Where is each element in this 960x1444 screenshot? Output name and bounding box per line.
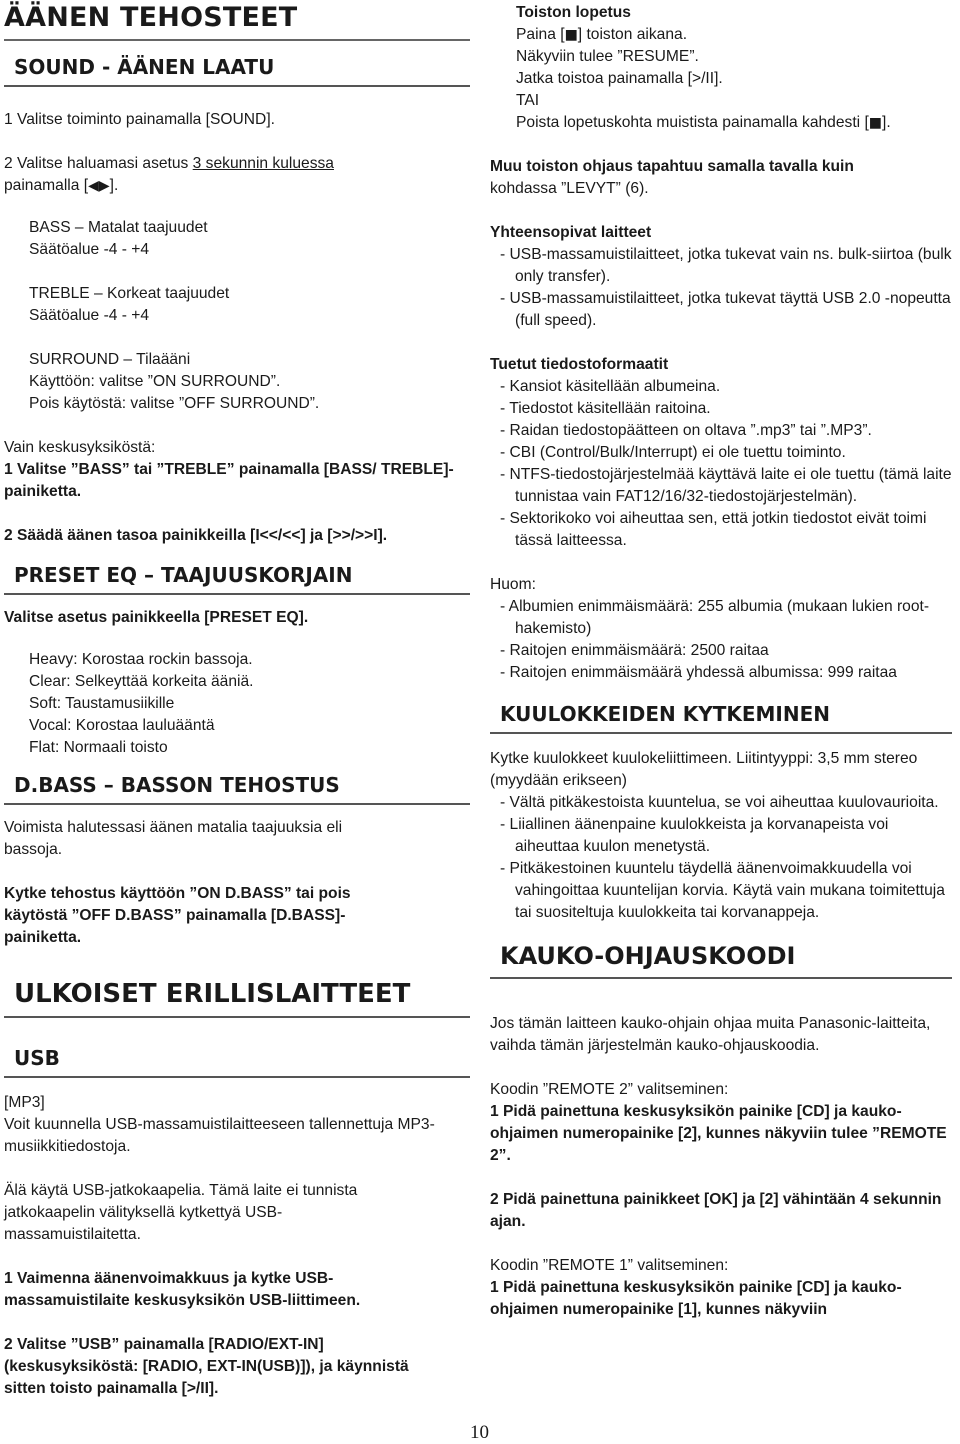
- stop-line-4: TAI: [516, 92, 540, 109]
- preset-intro: Valitse asetus painikkeella [PRESET EQ].: [4, 609, 309, 626]
- left-column: [4, 0, 470, 1400]
- compat-item: - USB-massamuistilaitteet, jotka tukevat täyttä USB 2.0 -nopeutta (full speed).: [500, 290, 951, 329]
- unit-only-label: Vain keskusyksiköstä:: [4, 439, 156, 456]
- unit-step-1: 1 Valitse ”BASS” tai ”TREBLE” painamalla [BASS/ TREBLE]-painiketta.: [4, 461, 454, 500]
- remote2-label: Koodin ”REMOTE 2” valitseminen:: [490, 1080, 729, 1098]
- preset-item: Vocal: Korostaa lauluääntä: [29, 717, 215, 734]
- remote2-step-1: 1 Pidä painettuna keskusyksikön painike [CD] ja kauko-ohjaimen numeropainike [2], kunnes näkyviin tulee ”REMOTE 2”.: [490, 1102, 947, 1164]
- surround-block: [4, 349, 470, 415]
- headphones-intro: Kytke kuulokkeet kuulokeliittimeen. Liitintyyppi: 3,5 mm stereo (myydään erikseen): [490, 750, 918, 789]
- other-controls-bold: Muu toiston ohjaus tapahtuu samalla tavalla kuin: [490, 158, 854, 175]
- heading-usb: [4, 1046, 470, 1078]
- headphones-item: - Liiallinen äänenpaine kuulokkeista ja korvanapeista voi aiheuttaa kuulon menetystä.: [500, 816, 889, 855]
- preset-item: Heavy: Korostaa rockin bassoja.: [29, 651, 253, 668]
- note-item: - Raitojen enimmäismäärä yhdessä albumissa: 999 raitaa: [500, 664, 897, 681]
- bass-block: [4, 217, 470, 261]
- heading-remote-code-text: KAUKO-OHJAUSKOODI: [500, 942, 796, 970]
- dbass-text: Voimista halutessasi äänen matalia taajuuksia eli bassoja.: [4, 819, 343, 858]
- usb-text-2: Älä käytä USB-jatkokaapelia. Tämä laite ei tunnista jatkokaapelin välityksellä kytkettyä USB-massamuistilaitetta.: [4, 1182, 358, 1244]
- heading-sound-text: SOUND - ÄÄNEN LAATU: [14, 55, 275, 79]
- bass-line-2: Säätöalue -4 - +4: [29, 241, 150, 258]
- format-item: - NTFS-tiedostojärjestelmää käyttävä laite ei ole tuettu (tämä laite tunnistaa vain FAT12/16/32-tiedostojärjestelmän).: [500, 466, 952, 505]
- heading-external-devices: [4, 979, 470, 1018]
- usb-step-1: 1 Vaimenna äänenvoimakkuus ja kytke USB-massamuistilaite keskusyksikön USB-liittimeen.: [4, 1270, 361, 1310]
- treble-line-1: TREBLE – Korkeat taajuudet: [29, 285, 230, 302]
- remote-intro: Jos tämän laitteen kauko-ohjain ohjaa muita Panasonic-laitteita, vaihda tämän järjestelmän kauko-ohjauskoodia.: [490, 1014, 931, 1054]
- compat-item: - USB-massamuistilaitteet, jotka tukevat vain ns. bulk-siirtoa (bulk only transfer).: [500, 246, 952, 285]
- heading-headphones-text: KUULOKKEIDEN KYTKEMINEN: [500, 702, 830, 726]
- stop-line-5: Poista lopetuskohta muistista painamalla kahdesti [■].: [516, 114, 891, 131]
- format-item: - Kansiot käsitellään albumeina.: [500, 378, 721, 395]
- treble-block: [4, 283, 470, 327]
- note-item: - Raitojen enimmäismäärä: 2500 raitaa: [500, 642, 769, 659]
- sound-step-2: 2 Valitse haluamasi asetus 3 sekunnin kuluessa painamalla [◀▶].: [4, 155, 334, 194]
- page-number: 10: [470, 1422, 489, 1443]
- other-controls-text: kohdassa ”LEVYT” (6).: [490, 180, 649, 197]
- stop-icon: ■: [868, 115, 883, 131]
- preset-item: Flat: Normaali toisto: [29, 739, 168, 756]
- surround-line-3: Pois käytöstä: valitse ”OFF SURROUND”.: [29, 395, 320, 412]
- right-column: [490, 2, 952, 1321]
- remote2-step-2: 2 Pidä painettuna painikkeet [OK] ja [2] vähintään 4 sekunnin ajan.: [490, 1190, 942, 1230]
- compat-heading: Yhteensopivat laitteet: [490, 224, 652, 241]
- format-item: - Tiedostot käsitellään raitoina.: [500, 400, 711, 417]
- stop-icon: ■: [564, 27, 578, 43]
- note-item: - Albumien enimmäismäärä: 255 albumia (mukaan lukien root-hakemisto): [500, 598, 930, 637]
- heading-usb-text: USB: [14, 1046, 60, 1071]
- heading-dbass-text: D.BASS – BASSON TEHOSTUS: [14, 773, 340, 797]
- format-item: - CBI (Control/Bulk/Interrupt) ei ole tuettu toiminto.: [500, 444, 846, 461]
- remote1-label: Koodin ”REMOTE 1” valitseminen:: [490, 1256, 729, 1274]
- dbass-instruction: Kytke tehostus käyttöön ”ON D.BASS” tai pois käytöstä ”OFF D.BASS” painamalla [D.BASS]-painiketta.: [4, 885, 351, 946]
- remote1-step-1: 1 Pidä painettuna keskusyksikön painike [CD] ja kauko-ohjaimen numeropainike [1], kunnes näkyviin: [490, 1278, 902, 1318]
- format-item: - Sektorikoko voi aiheuttaa sen, että jotkin tiedostot eivät toimi tässä laitteessa.: [500, 510, 927, 549]
- headphones-item: - Pitkäkestoinen kuuntelu täydellä äänenvoimakkuudella voi vahingoittaa kuuntelijan korvia. Käytä vain mukana toimitettuja tai suositeltuja kuulokkeita tai korvanappeja.: [500, 860, 945, 921]
- heading-external-devices-text: ULKOISET ERILLISLAITTEET: [14, 979, 411, 1009]
- format-item: - Raidan tiedostopäätteen on oltava ”.mp3” tai ”.MP3”.: [500, 422, 872, 439]
- stop-line-1: Paina [■] toiston aikana.: [516, 26, 688, 43]
- heading-remote-code: [490, 942, 952, 979]
- heading-preset-eq-text: PRESET EQ – TAAJUUSKORJAIN: [14, 563, 353, 587]
- usb-text-1: Voit kuunnella USB-massamuistilaitteeseen tallennettuja MP3-musiikkitiedostoja.: [4, 1116, 435, 1156]
- preset-item: Clear: Selkeyttää korkeita ääniä.: [29, 673, 254, 690]
- heading-preset-eq: [4, 563, 470, 595]
- headphones-item: - Vältä pitkäkestoista kuuntelua, se voi aiheuttaa kuulovaurioita.: [500, 794, 939, 811]
- heading-headphones: [490, 702, 952, 734]
- unit-step-2: 2 Säädä äänen tasoa painikkeilla [I<</<<] ja [>>/>>I].: [4, 527, 388, 544]
- usb-step-2: 2 Valitse ”USB” painamalla [RADIO/EXT-IN] (keskusyksiköstä: [RADIO, EXT-IN(USB)]), ja käynnistä sitten toisto painamalla [>/II].: [4, 1336, 409, 1398]
- arrow-left-right-icon: ◀▶: [88, 178, 110, 194]
- usb-mp3-label: [MP3]: [4, 1094, 45, 1112]
- stop-line-2: Näkyviin tulee ”RESUME”.: [516, 48, 699, 65]
- heading-dbass: [4, 773, 470, 805]
- bass-line-1: BASS – Matalat taajuudet: [29, 219, 208, 236]
- stop-block: [490, 2, 952, 134]
- heading-sound: [4, 55, 470, 87]
- formats-heading: Tuetut tiedostoformaatit: [490, 356, 669, 373]
- stop-heading: Toiston lopetus: [516, 4, 631, 21]
- treble-line-2: Säätöalue -4 - +4: [29, 307, 150, 324]
- preset-item: Soft: Taustamusiikille: [29, 695, 175, 712]
- surround-line-2: Käyttöön: valitse ”ON SURROUND”.: [29, 373, 281, 390]
- section-title-sound-effects: ÄÄNEN TEHOSTEET: [4, 0, 470, 41]
- preset-list: [4, 649, 470, 759]
- note-heading: Huom:: [490, 576, 536, 593]
- stop-line-3: Jatka toistoa painamalla [>/II].: [516, 70, 723, 87]
- sound-step-1: 1 Valitse toiminto painamalla [SOUND].: [4, 111, 275, 128]
- surround-line-1: SURROUND – Tilaääni: [29, 351, 191, 368]
